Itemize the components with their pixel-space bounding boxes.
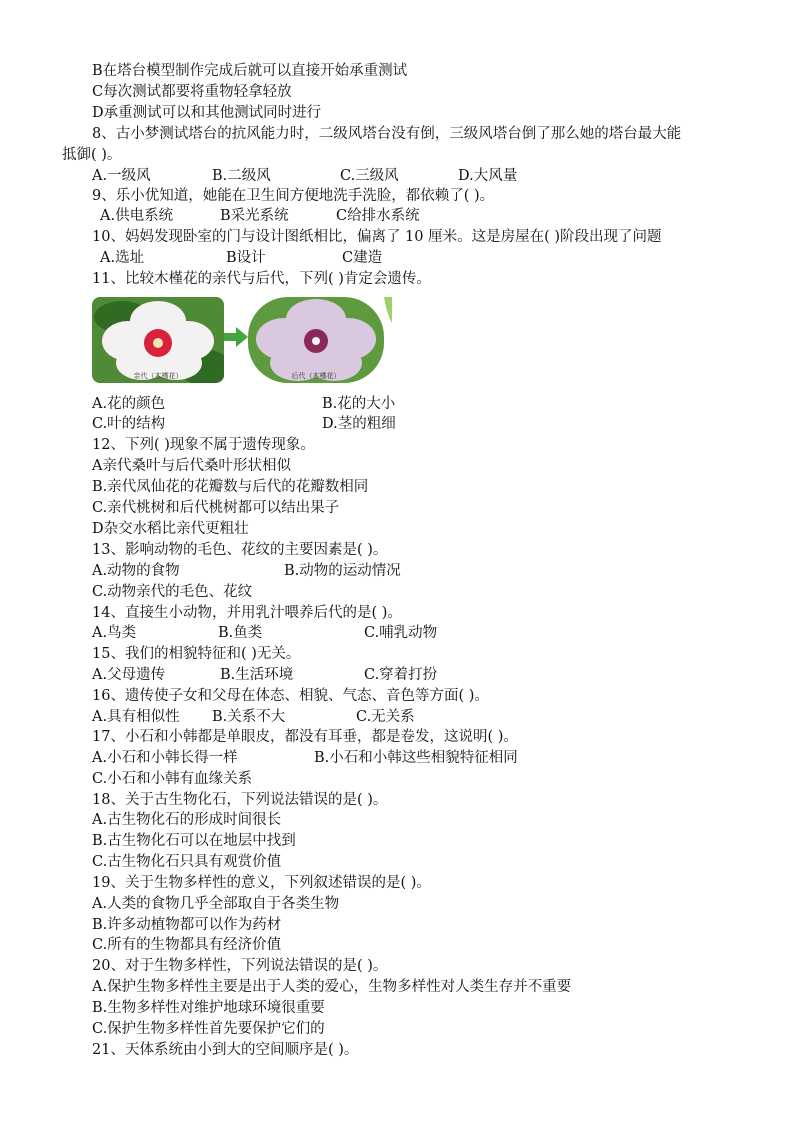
- question-18-option-c: C.古生物化石只具有观赏价值: [92, 854, 282, 870]
- option-c: C.叶的结构: [92, 416, 166, 432]
- question-12-option-c: C.亲代桃树和后代桃树都可以结出果子: [92, 500, 340, 516]
- question-20-option-a: A.保护生物多样性主要是出于人类的爱心，生物多样性对人类生存并不重要: [92, 979, 572, 995]
- option-a: A.鸟类: [92, 625, 137, 641]
- question-17-text: 17、小石和小韩都是单眼皮，都没有耳垂，都是卷发，这说明( )。: [92, 729, 518, 745]
- option-b: B.鱼类: [218, 625, 263, 641]
- question-12-option-a: A亲代桑叶与后代桑叶形状相似: [92, 458, 291, 474]
- option-c: C.无关系: [356, 709, 415, 725]
- option-c: C.穿着打扮: [364, 667, 438, 683]
- parent-caption: 亲代（木槿花）: [133, 372, 183, 380]
- question-21-text: 21、天体系统由小到大的空间顺序是( )。: [92, 1042, 359, 1058]
- question-14-text: 14、直接生小动物，并用乳汁喂养后代的是( )。: [92, 605, 402, 621]
- option-b: B采光系统: [220, 208, 289, 224]
- option-c: C给排水系统: [336, 208, 420, 224]
- question-15-text: 15、我们的相貌特征和( )无关。: [92, 646, 301, 662]
- option-a: A.具有相似性: [92, 709, 180, 725]
- question-19-option-b: B.许多动植物都可以作为药材: [92, 917, 282, 933]
- question-17-option-c: C.小石和小韩有血缘关系: [92, 771, 253, 787]
- question-19-option-c: C.所有的生物都具有经济价值: [92, 937, 282, 953]
- hibiscus-figure: [92, 297, 392, 383]
- question-20-text: 20、对于生物多样性，下列说法错误的是( )。: [92, 958, 388, 974]
- question-10-text: 10、妈妈发现卧室的门与设计图纸相比，偏离了 10 厘米。这是房屋在( )阶段出现了问题: [92, 229, 662, 245]
- question-13-option-c: C.动物亲代的毛色、花纹: [92, 584, 253, 600]
- option-a: A.父母遗传: [92, 667, 166, 683]
- option-a: A.小石和小韩长得一样: [92, 750, 238, 766]
- option-c: C建造: [342, 250, 383, 266]
- question-19-text: 19、关于生物多样性的意义，下列叙述错误的是( )。: [92, 875, 431, 891]
- question-12-option-d: D杂交水稻比亲代更粗壮: [92, 521, 249, 537]
- option-a: A.花的颜色: [92, 396, 166, 412]
- question-7-option-d: D承重测试可以和其他测试同时进行: [92, 105, 322, 121]
- option-d: D.大风量: [458, 168, 518, 184]
- option-b: B.二级风: [212, 168, 271, 184]
- question-7-option-c: C每次测试都要将重物轻拿轻放: [92, 84, 292, 100]
- question-18-text: 18、关于古生物化石，下列说法错误的是( )。: [92, 792, 388, 808]
- question-18-option-a: A.古生物化石的形成时间很长: [92, 812, 282, 828]
- question-16-text: 16、遗传使子女和父母在体态、相貌、气态、音色等方面( )。: [92, 688, 489, 704]
- question-12-option-b: B.亲代凤仙花的花瓣数与后代的花瓣数相同: [92, 479, 369, 495]
- option-b: B.关系不大: [212, 709, 286, 725]
- option-b: B.动物的运动情况: [284, 563, 401, 579]
- question-20-option-c: C.保护生物多样性首先要保护它们的: [92, 1021, 325, 1037]
- question-11-text: 11、比较木槿花的亲代与后代，下列( )肯定会遗传。: [92, 271, 431, 287]
- leaf-corner-icon: [384, 297, 392, 327]
- offspring-caption: 后代（木槿花）: [291, 372, 341, 380]
- question-8-text: 8、古小梦测试塔台的抗风能力时，二级风塔台没有倒，三级风塔台倒了那么她的塔台最大能: [92, 126, 682, 142]
- question-9-text: 9、乐小优知道，她能在卫生间方便地洗手洗脸，都依赖了( )。: [92, 188, 495, 204]
- question-8-text-cont: 抵御( )。: [62, 147, 122, 163]
- option-c: C.哺乳动物: [364, 625, 438, 641]
- offspring-flower-image: [248, 297, 384, 383]
- question-19-option-a: A.人类的食物几乎全部取自于各类生物: [92, 896, 340, 912]
- option-a: A.动物的食物: [92, 563, 180, 579]
- option-a: A.一级风: [92, 168, 151, 184]
- parent-flower-image: [92, 297, 224, 383]
- option-c: C.三级风: [340, 168, 399, 184]
- question-7-option-b: B在塔台模型制作完成后就可以直接开始承重测试: [92, 63, 408, 79]
- option-b: B.小石和小韩这些相貌特征相同: [314, 750, 518, 766]
- arrow-right-icon: [224, 327, 248, 347]
- question-13-text: 13、影响动物的毛色、花纹的主要因素是( )。: [92, 542, 388, 558]
- question-12-text: 12、下列( )现象不属于遗传现象。: [92, 437, 315, 453]
- question-18-option-b: B.古生物化石可以在地层中找到: [92, 833, 296, 849]
- option-a: A.供电系统: [100, 208, 174, 224]
- option-b: B.生活环境: [220, 667, 294, 683]
- option-b: B设计: [226, 250, 266, 266]
- option-b: B.花的大小: [322, 396, 396, 412]
- option-d: D.茎的粗细: [322, 416, 396, 432]
- option-a: A.选址: [100, 250, 145, 266]
- question-20-option-b: B.生物多样性对维护地球环境很重要: [92, 1000, 325, 1016]
